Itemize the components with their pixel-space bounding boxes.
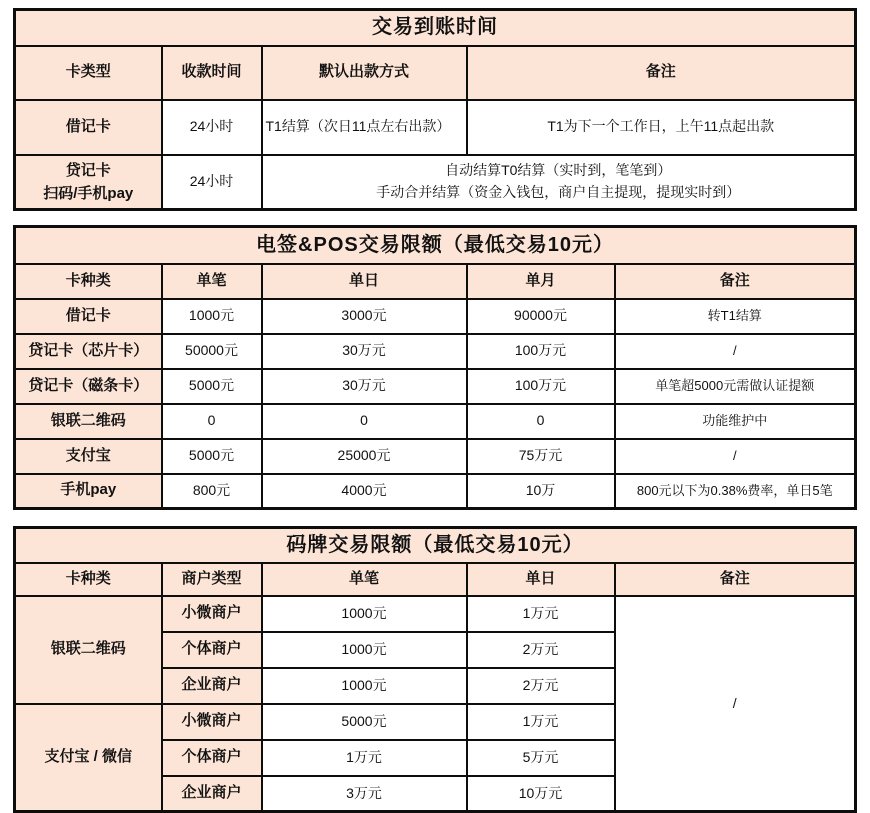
data-cell-per-month: 10万 <box>467 474 615 509</box>
data-cell-per-txn: 3万元 <box>262 776 467 812</box>
data-cell-remark: / <box>615 439 856 474</box>
merchant-type-cell: 企业商户 <box>162 776 262 812</box>
header-cell-payout-method: 默认出款方式 <box>262 46 467 100</box>
data-cell-per-month: 100万元 <box>467 369 615 404</box>
header-cell-remark: 备注 <box>615 563 856 596</box>
data-cell-per-txn: 1万元 <box>262 740 467 776</box>
data-cell-per-month: 0 <box>467 404 615 439</box>
header-cell-receive-time: 收款时间 <box>162 46 262 100</box>
data-cell-per-txn: 1000元 <box>162 299 262 334</box>
table-header-row <box>15 46 856 100</box>
header-cell-per-month: 单月 <box>467 264 615 299</box>
data-cell-per-month: 75万元 <box>467 439 615 474</box>
table-title-row <box>15 528 856 563</box>
table-row <box>15 100 856 155</box>
header-cell-merchant-type: 商户类型 <box>162 563 262 596</box>
header-cell-per-txn: 单笔 <box>162 264 262 299</box>
data-cell-per-txn: 0 <box>162 404 262 439</box>
table-header-row <box>15 563 856 596</box>
data-cell-per-day: 1万元 <box>467 704 615 740</box>
data-cell-per-txn: 1000元 <box>262 596 467 632</box>
data-cell-time: 24小时 <box>162 155 262 210</box>
data-cell-per-day: 30万元 <box>262 369 467 404</box>
data-cell-per-month: 90000元 <box>467 299 615 334</box>
data-cell-remark: 转T1结算 <box>615 299 856 334</box>
merchant-type-cell: 小微商户 <box>162 596 262 632</box>
table-header-row <box>15 264 856 299</box>
merchant-type-cell: 个体商户 <box>162 740 262 776</box>
data-cell-per-day: 5万元 <box>467 740 615 776</box>
data-cell-per-txn: 5000元 <box>162 369 262 404</box>
table-title-row <box>15 10 856 46</box>
table-row <box>15 596 856 632</box>
data-cell-per-day: 2万元 <box>467 632 615 668</box>
group-label-alipay-wechat: 支付宝 / 微信 <box>15 704 162 812</box>
data-cell-remark: T1为下一个工作日，上午11点起出款 <box>467 100 856 155</box>
row-label: 手机pay <box>15 474 162 509</box>
data-cell-per-day: 3000元 <box>262 299 467 334</box>
header-cell-remark: 备注 <box>615 264 856 299</box>
data-cell-per-day: 1万元 <box>467 596 615 632</box>
table-row <box>15 155 856 210</box>
table1-title: 交易到账时间 <box>15 10 856 46</box>
data-cell-per-txn: 5000元 <box>162 439 262 474</box>
header-cell-per-txn: 单笔 <box>262 563 467 596</box>
merchant-type-cell: 个体商户 <box>162 632 262 668</box>
merchant-type-cell: 小微商户 <box>162 704 262 740</box>
data-cell-per-txn: 800元 <box>162 474 262 509</box>
table3-title: 码牌交易限额（最低交易10元） <box>15 528 856 563</box>
data-cell-method: T1结算（次日11点左右出款） <box>262 100 467 155</box>
data-cell-remark: / <box>615 334 856 369</box>
settlement-time-table <box>13 8 857 211</box>
row-label: 贷记卡（芯片卡） <box>15 334 162 369</box>
data-cell-remark: 功能维护中 <box>615 404 856 439</box>
table-row <box>15 334 856 369</box>
merchant-type-cell: 企业商户 <box>162 668 262 704</box>
group-label-unionpay-qr: 银联二维码 <box>15 596 162 704</box>
row-label: 支付宝 <box>15 439 162 474</box>
data-cell-per-day: 25000元 <box>262 439 467 474</box>
data-cell-per-txn: 1000元 <box>262 668 467 704</box>
row-label: 贷记卡（磁条卡） <box>15 369 162 404</box>
header-cell-per-day: 单日 <box>467 563 615 596</box>
row-label: 借记卡 <box>15 299 162 334</box>
data-cell-remark: 单笔超5000元需做认证提额 <box>615 369 856 404</box>
data-cell-per-day: 0 <box>262 404 467 439</box>
row-label-debit-card: 借记卡 <box>15 100 162 155</box>
table2-title: 电签&POS交易限额（最低交易10元） <box>15 227 856 264</box>
table-row <box>15 299 856 334</box>
data-cell-time: 24小时 <box>162 100 262 155</box>
data-cell-remark-merged: / <box>615 596 856 812</box>
header-cell-card-type: 卡类型 <box>15 46 162 100</box>
data-cell-per-txn: 5000元 <box>262 704 467 740</box>
table-row <box>15 474 856 509</box>
table-row <box>15 439 856 474</box>
data-cell-per-month: 100万元 <box>467 334 615 369</box>
settlement-line: 自动结算T0结算（实时到，笔笔到） <box>445 162 672 179</box>
pos-limit-table <box>13 225 857 510</box>
settlement-line: 手动合并结算（资金入钱包，商户自主提现，提现实时到） <box>376 183 741 200</box>
header-cell-per-day: 单日 <box>262 264 467 299</box>
data-cell-settlement-merged <box>262 155 856 210</box>
data-cell-per-txn: 1000元 <box>262 632 467 668</box>
data-cell-remark: 800元以下为0.38%费率，单日5笔 <box>615 474 856 509</box>
data-cell-per-txn: 50000元 <box>162 334 262 369</box>
table-row <box>15 404 856 439</box>
qr-plate-limit-table <box>13 526 857 813</box>
row-label-credit-card <box>15 155 162 210</box>
header-cell-card-kind: 卡种类 <box>15 264 162 299</box>
data-cell-per-day: 30万元 <box>262 334 467 369</box>
header-cell-card-kind: 卡种类 <box>15 563 162 596</box>
header-cell-remark: 备注 <box>467 46 856 100</box>
row-label-line: 贷记卡 <box>65 161 111 179</box>
data-cell-per-day: 10万元 <box>467 776 615 812</box>
data-cell-per-day: 4000元 <box>262 474 467 509</box>
row-label: 银联二维码 <box>15 404 162 439</box>
data-cell-per-day: 2万元 <box>467 668 615 704</box>
table-title-row <box>15 227 856 264</box>
row-label-line: 扫码/手机pay <box>43 184 134 202</box>
table-row <box>15 369 856 404</box>
